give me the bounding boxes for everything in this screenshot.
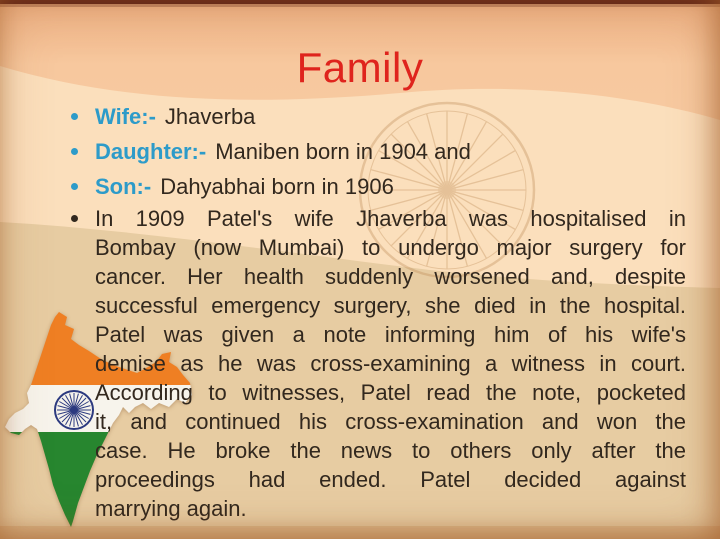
- bullet-item-son: [0, 169, 720, 204]
- bullet-text: Maniben born in 1904 and: [215, 139, 471, 164]
- paragraph-line: According to witnesses, Patel read the note, pocketed: [95, 380, 686, 405]
- paragraph-line: successful emergency surgery, she died in the hospital.: [95, 293, 686, 318]
- paragraph-bullet-marker-icon: [71, 215, 78, 222]
- bullet-text: Dahyabhai born in 1906: [160, 174, 394, 199]
- paragraph-line: marrying again.: [95, 496, 247, 521]
- paragraph-line: In 1909 Patel's wife Jhaverba was hospitalised in: [95, 206, 686, 231]
- paragraph-line: Patel was given a note informing him of his wife's: [95, 322, 686, 347]
- bullet-label: Daughter:-: [95, 139, 207, 164]
- bullet-text: Jhaverba: [164, 104, 256, 129]
- bullet-marker-icon: [71, 183, 78, 190]
- bullet-list: [0, 99, 720, 204]
- bullet-marker-icon: [71, 113, 78, 120]
- body-paragraph: [95, 204, 686, 523]
- paragraph-line: proceedings had ended. Patel decided against: [95, 467, 686, 492]
- bullet-label: Son:-: [95, 174, 152, 199]
- paragraph-line: demise as he was cross-examining a witness in court.: [95, 351, 686, 376]
- paragraph-line: Bombay (now Mumbai) to undergo major surgery for: [95, 235, 686, 260]
- bullet-item-wife: [0, 99, 720, 134]
- bullet-item-daughter: [0, 134, 720, 169]
- paragraph-line: it, and continued his cross-examination and won the: [95, 409, 686, 434]
- paragraph-line: cancer. Her health suddenly worsened and, despite: [95, 264, 686, 289]
- page-title: Family: [296, 44, 424, 91]
- bullet-label: Wife:-: [95, 104, 156, 129]
- paragraph-line: case. He broke the news to others only after the: [95, 438, 686, 463]
- bullet-marker-icon: [71, 148, 78, 155]
